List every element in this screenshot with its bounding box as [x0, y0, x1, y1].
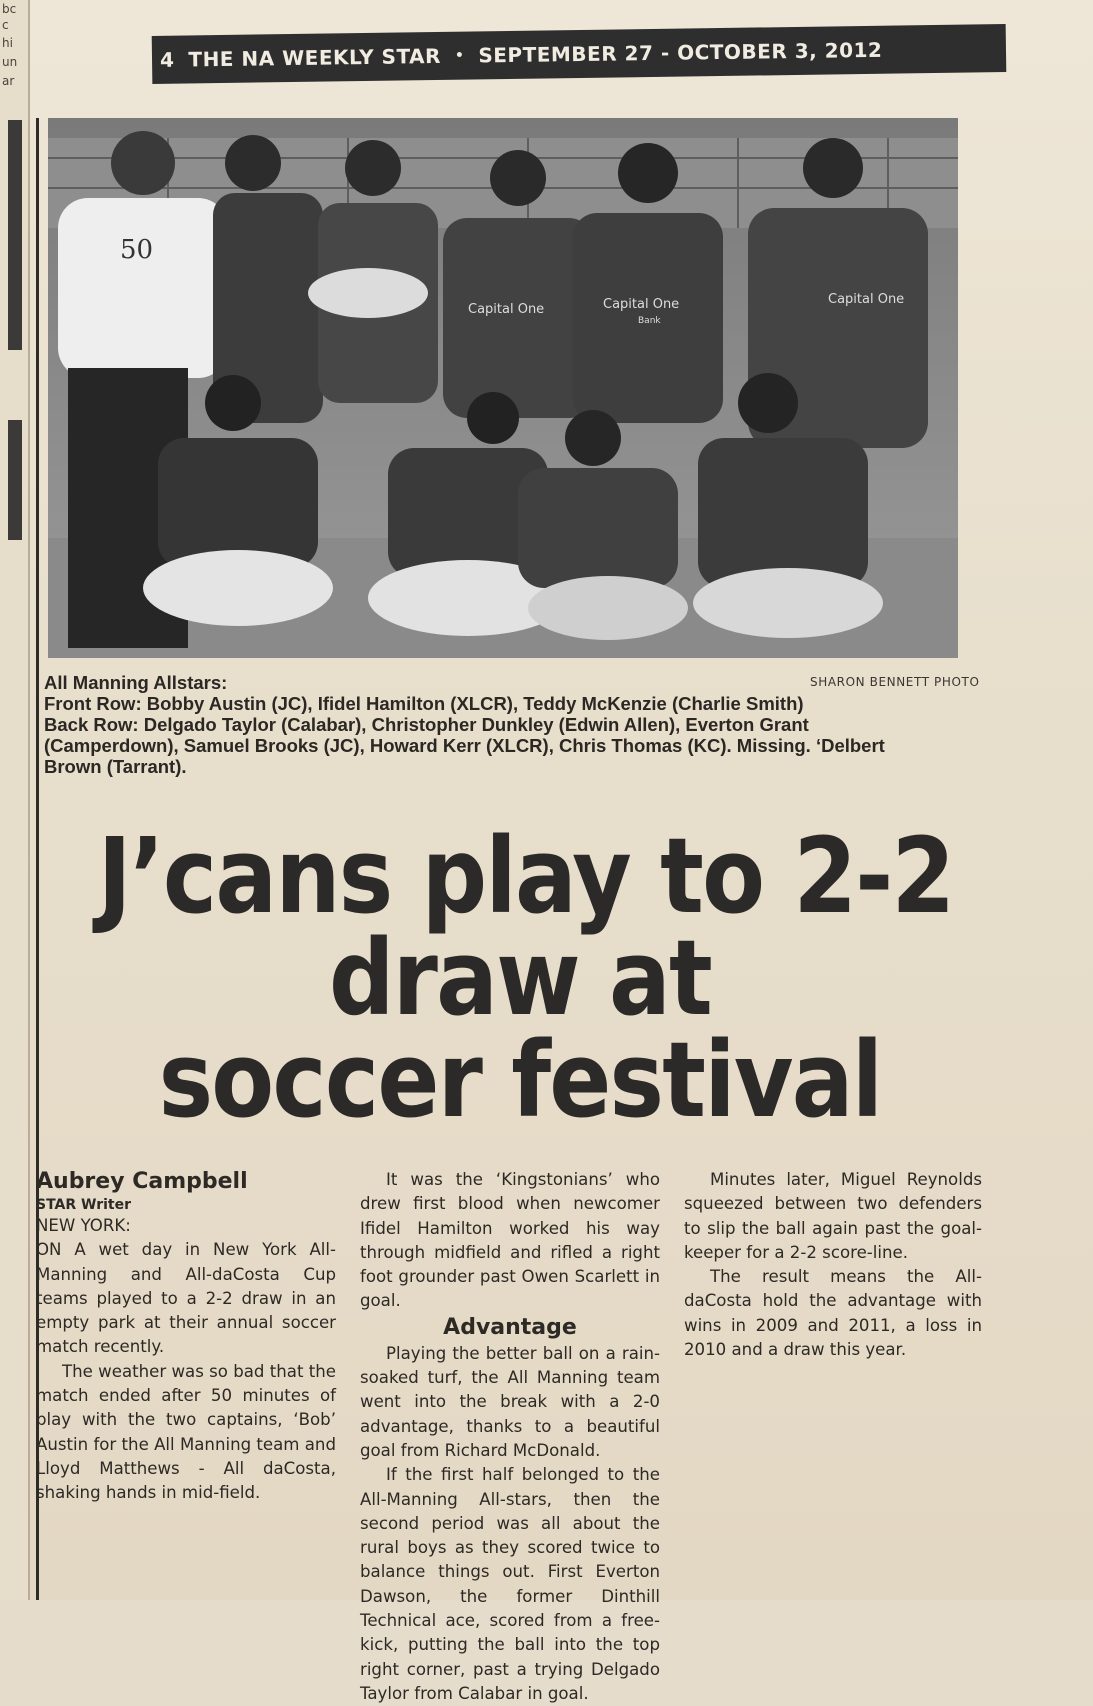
publication-name: THE NA WEEKLY STAR: [188, 43, 442, 72]
article-paragraph: The weather was so bad that the match ended after 50 minutes of play with the two captains, ‘Bob’ Austin for the All Manning team and Lloyd Matthews - All daCosta, shaking hands in mid-field.: [36, 1361, 336, 1503]
dateline: NEW YORK:: [36, 1216, 131, 1235]
jersey-number: 50: [120, 235, 154, 265]
author-role: STAR Writer: [36, 1197, 132, 1213]
article-column-2: [360, 1168, 660, 1706]
caption-back-row: Back Row: Delgado Taylor (Calabar), Christopher Dunkley (Edwin Allen), Everton Grant (Camperdown), Samuel Brooks (JC), Howard Kerr (XLCR), Chris Thomas (KC). Missing. ‘Delbert Brown (Tarrant).: [44, 714, 885, 777]
author-name: Aubrey Campbell: [36, 1169, 248, 1194]
caption-front-row: Front Row: Bobby Austin (JC), Ifidel Hamilton (XLCR), Teddy McKenzie (Charlie Smith): [44, 693, 804, 714]
adjacent-page-strip: [0, 0, 30, 1600]
margin-dark-bar: [8, 120, 22, 350]
headline-line: J’cans play to 2-2: [97, 815, 954, 937]
caption-team: All Manning Allstars:: [44, 672, 228, 693]
article-paragraph: If the first half belonged to the All-Manning All-stars, then the second period was all about the rural boys as they scored twice to balance things out. First Everton Dawson, the former Dinthill Technical ace, scored from a free-kick, putting the ball into the top right corner, past a trying Delgado Taylor from Calabar in goal.: [360, 1465, 660, 1703]
header-separator: •: [454, 47, 465, 64]
photo-caption: [44, 672, 944, 777]
page-number: 4: [159, 47, 175, 72]
article-paragraph: Playing the better ball on a rain-soaked turf, the All Manning team went into the break with a 2-0 advantage, thanks to a beautiful goal from Richard McDonald.: [360, 1343, 660, 1460]
margin-fragment: c: [2, 18, 9, 32]
margin-fragment: hi: [2, 36, 13, 50]
article-column-3: [684, 1168, 982, 1362]
margin-fragment: bc: [2, 2, 17, 16]
article-paragraph: Minutes later, Miguel Reynolds squeezed between two defenders to slip the ball again past the goal-keeper for a 2-2 score-line.: [684, 1170, 982, 1262]
headline: [97, 815, 954, 1141]
sponsor-logo-sub: Bank: [638, 316, 661, 326]
article-subhead: Advantage: [443, 1314, 577, 1340]
article-column-1: [36, 1168, 336, 1506]
margin-fragment: un: [2, 55, 18, 69]
sponsor-logo: Capital One: [468, 302, 545, 317]
page-header-bar: [152, 24, 1007, 84]
team-photo: [48, 118, 958, 658]
headline-line: soccer festival: [158, 1019, 882, 1141]
margin-fragment: ar: [2, 74, 15, 88]
sponsor-logo: Capital One: [828, 292, 905, 307]
margin-dark-bar: [8, 420, 22, 540]
headline-line: draw at: [328, 917, 712, 1039]
issue-date: SEPTEMBER 27 - OCTOBER 3, 2012: [478, 37, 883, 68]
photo-credit: SHARON BENNETT PHOTO: [810, 675, 980, 689]
sponsor-logo: Capital One: [603, 297, 680, 312]
article-paragraph: ON A wet day in New York All-Manning and All-daCosta Cup teams played to a 2-2 draw in an empty park at their annual soccer match recently.: [36, 1240, 336, 1357]
article-paragraph: It was the ‘Kingstonians’ who drew first blood when newcomer Ifidel Hamilton worked his way through midfield and rifled a right foot grounder past Owen Scarlett in goal.: [360, 1170, 660, 1311]
article-paragraph: The result means the All-daCosta hold the advantage with wins in 2009 and 2011, a loss in 2010 and a draw this year.: [684, 1267, 982, 1360]
